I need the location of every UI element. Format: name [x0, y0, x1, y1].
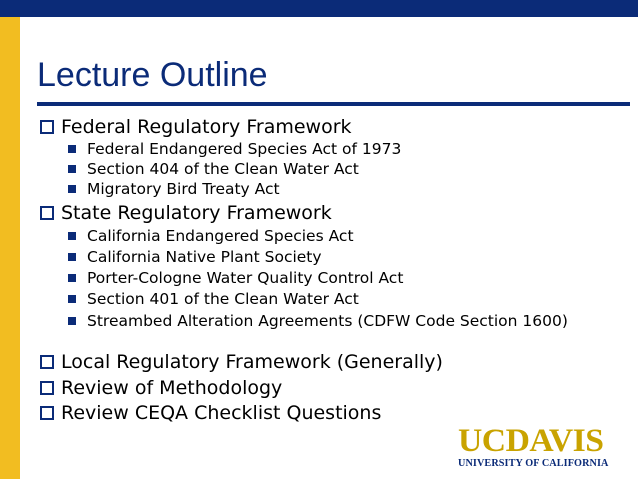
outline-item-federal [40, 116, 352, 138]
outline-subitem [68, 313, 597, 330]
outline-item-label: Local Regulatory Framework (Generally) [61, 351, 443, 373]
outline-subitem [68, 181, 280, 198]
slide-title: Lecture Outline [37, 56, 268, 94]
logo-wordmark: UCDAVIS [458, 423, 604, 459]
outline-item-label: Review of Methodology [61, 377, 283, 399]
outline-item-state [40, 202, 332, 224]
square-bullet-icon [68, 185, 76, 193]
outline-subitem [68, 270, 403, 287]
hollow-square-bullet-icon [40, 206, 54, 220]
outline-subitem [68, 249, 322, 266]
logo-subtitle: UNIVERSITY OF CALIFORNIA [458, 458, 609, 469]
outline-item-label: State Regulatory Framework [61, 202, 332, 224]
square-bullet-icon [68, 253, 76, 261]
outline-subitem [68, 228, 354, 245]
outline-subitem-label: Federal Endangered Species Act of 1973 [87, 140, 402, 158]
outline-subitem-label: Migratory Bird Treaty Act [87, 180, 280, 198]
hollow-square-bullet-icon [40, 120, 54, 134]
square-bullet-icon [68, 165, 76, 173]
square-bullet-icon [68, 317, 76, 325]
square-bullet-icon [68, 295, 76, 303]
hollow-square-bullet-icon [40, 355, 54, 369]
outline-item-label: Review CEQA Checklist Questions [61, 402, 382, 424]
outline-subitem [68, 291, 359, 308]
outline-subitem-label: Section 401 of the Clean Water Act [87, 290, 359, 308]
outline-subitem-label: Section 404 of the Clean Water Act [87, 160, 359, 178]
top-color-band [0, 0, 638, 17]
outline-subitem-label: California Native Plant Society [87, 248, 322, 266]
outline-item-methodology [40, 377, 282, 399]
square-bullet-icon [68, 145, 76, 153]
uc-davis-logo [458, 425, 610, 470]
outline-subitem-label: Porter-Cologne Water Quality Control Act [87, 269, 404, 287]
square-bullet-icon [68, 274, 76, 282]
outline-subitem-label: Streambed Alteration Agreements (CDFW Code Section 1600) [87, 312, 568, 330]
outline-item-ceqa [40, 402, 381, 424]
outline-item-label: Federal Regulatory Framework [61, 116, 352, 138]
outline-item-local [40, 351, 443, 373]
outline-subitem [68, 141, 401, 158]
hollow-square-bullet-icon [40, 381, 54, 395]
title-divider [37, 102, 630, 106]
square-bullet-icon [68, 232, 76, 240]
outline-subitem [68, 161, 359, 178]
outline-subitem-label: California Endangered Species Act [87, 227, 354, 245]
hollow-square-bullet-icon [40, 406, 54, 420]
left-color-band [0, 17, 20, 479]
